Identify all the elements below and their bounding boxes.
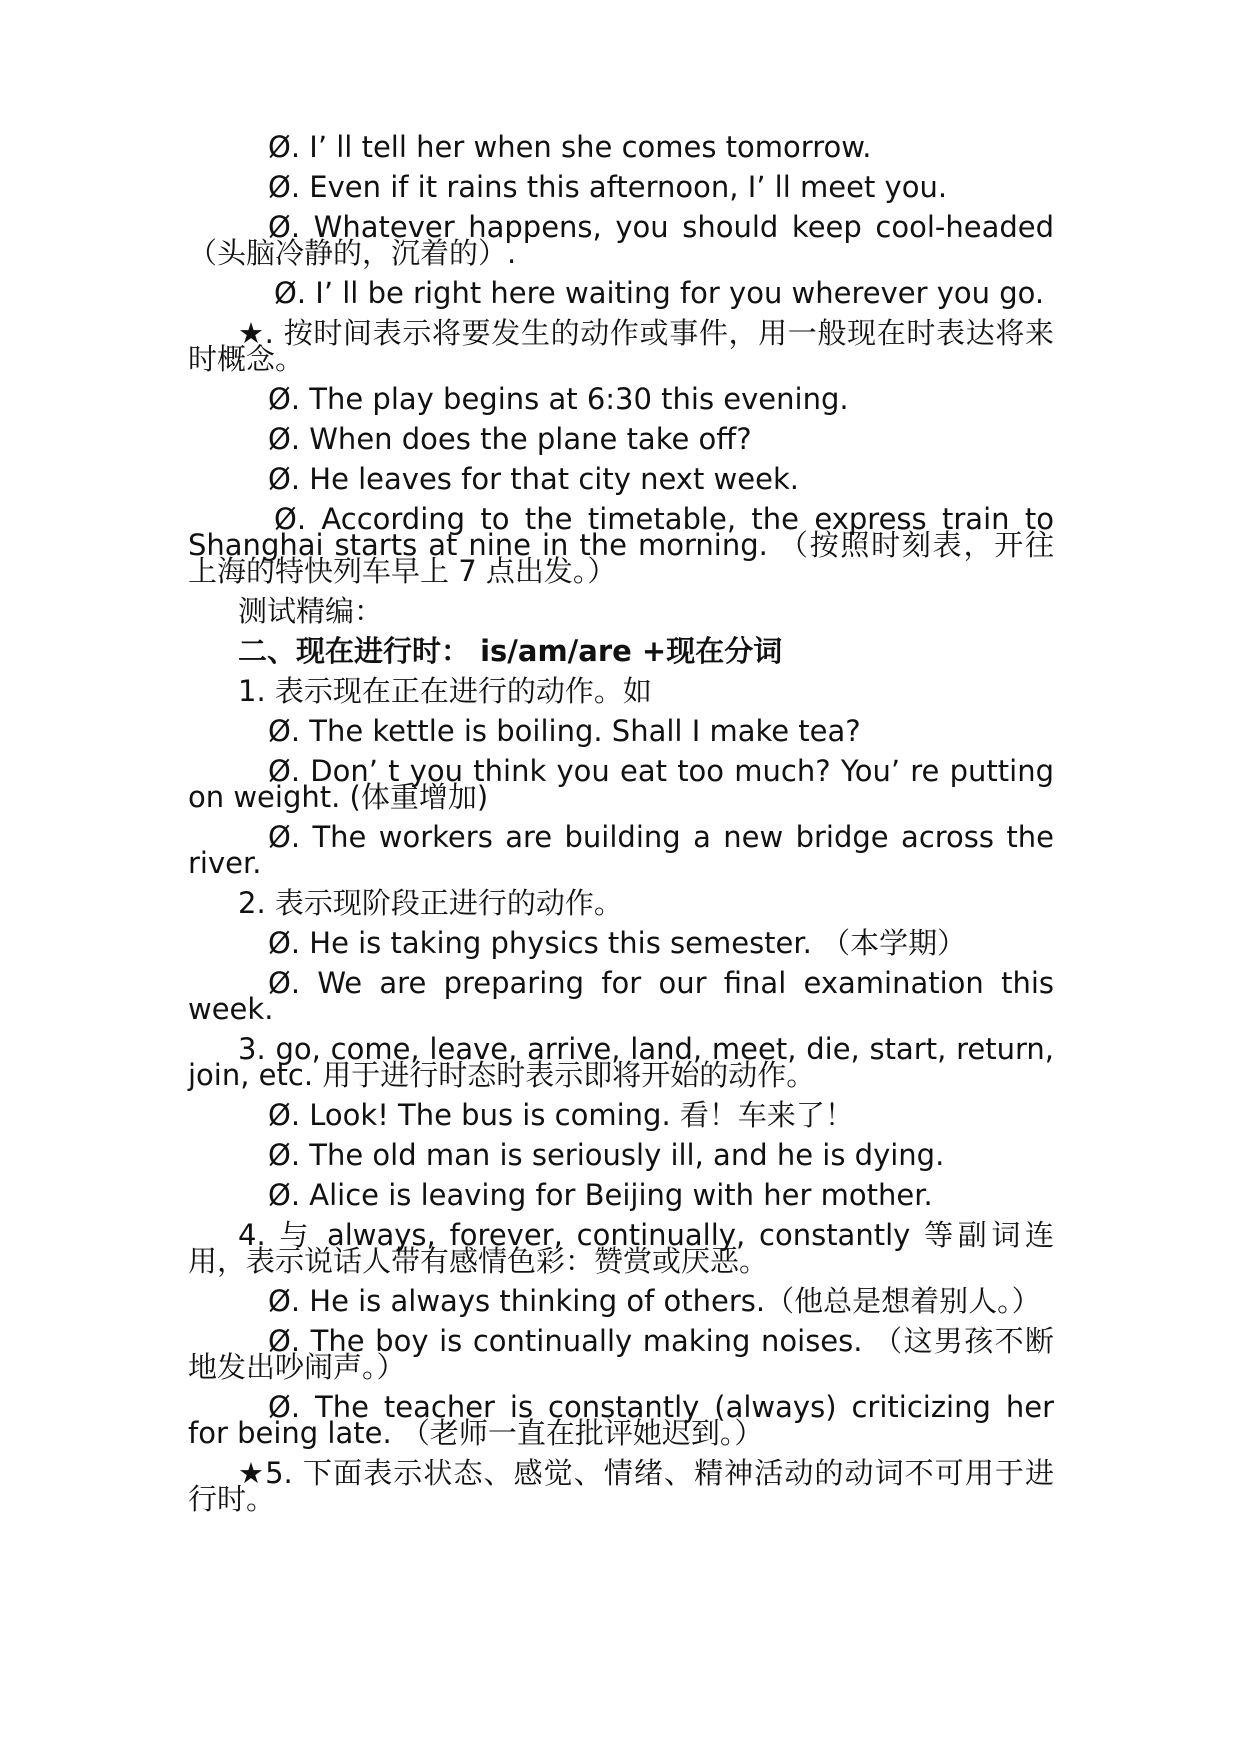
rule-line: 1. 表示现在正在进行的动作。如 [238,674,652,708]
section-label: 测试精编： [238,594,384,628]
example-line: Ø. He is always thinking of others.（他总是想着别人。） [268,1284,1041,1318]
example-line: Ø. I’ ll be right here waiting for you wherever you go. [274,276,1045,310]
example-line: Ø. The teacher is constantly (always) criticizing her for being late. （老师一直在批评她迟到。） [188,1390,1054,1450]
document-page [188,130,1054,1526]
example-line: Ø. I’ ll tell her when she comes tomorrow. [268,130,872,164]
rule-line: 4. 与 always, forever, continually, constantly 等副词连用，表示说话人带有感情色彩：赞赏或厌恶。 [188,1218,1054,1278]
example-line: Ø. According to the timetable, the express train to Shanghai starts at nine in the morning. （按照时刻表，开往上海的特快列车早上 7 点出发。） [188,502,1054,588]
example-line: Ø. He is taking physics this semester. （本学期） [268,926,967,960]
example-line: Ø. Alice is leaving for Beijing with her mother. [268,1178,933,1212]
example-line: Ø. When does the plane take off? [268,422,752,456]
section-heading: 二、现在进行时： is/am/are +现在分词 [238,634,783,668]
rule-line: 2. 表示现阶段正进行的动作。 [238,886,623,920]
example-line: Ø. The play begins at 6:30 this evening. [268,382,849,416]
rule-line: ★5. 下面表示状态、感觉、情绪、精神活动的动词不可用于进行时。 [188,1456,1054,1516]
example-line: Ø. Don’ t you think you eat too much? You’ re putting on weight. (体重增加) [188,754,1054,814]
example-line: Ø. Even if it rains this afternoon, I’ ll meet you. [268,170,948,204]
example-line: Ø. The boy is continually making noises. （这男孩不断地发出吵闹声。） [188,1324,1054,1384]
example-line: Ø. He leaves for that city next week. [268,462,799,496]
example-line: Ø. The kettle is boiling. Shall I make tea? [268,714,861,748]
rule-line: 3. go, come, leave, arrive, land, meet, die, start, return, join, etc. 用于进行时态时表示即将开始的动作。 [188,1032,1054,1092]
rule-line: ★. 按时间表示将要发生的动作或事件，用一般现在时表达将来时概念。 [188,316,1054,376]
example-line: Ø. Whatever happens, you should keep cool-headed （头脑冷静的，沉着的）. [188,210,1054,270]
example-line: Ø. The workers are building a new bridge across the river. [188,820,1054,880]
example-line: Ø. Look! The bus is coming. 看！车来了！ [268,1098,854,1132]
example-line: Ø. The old man is seriously ill, and he is dying. [268,1138,945,1172]
example-line: Ø. We are preparing for our final examination this week. [188,966,1054,1026]
